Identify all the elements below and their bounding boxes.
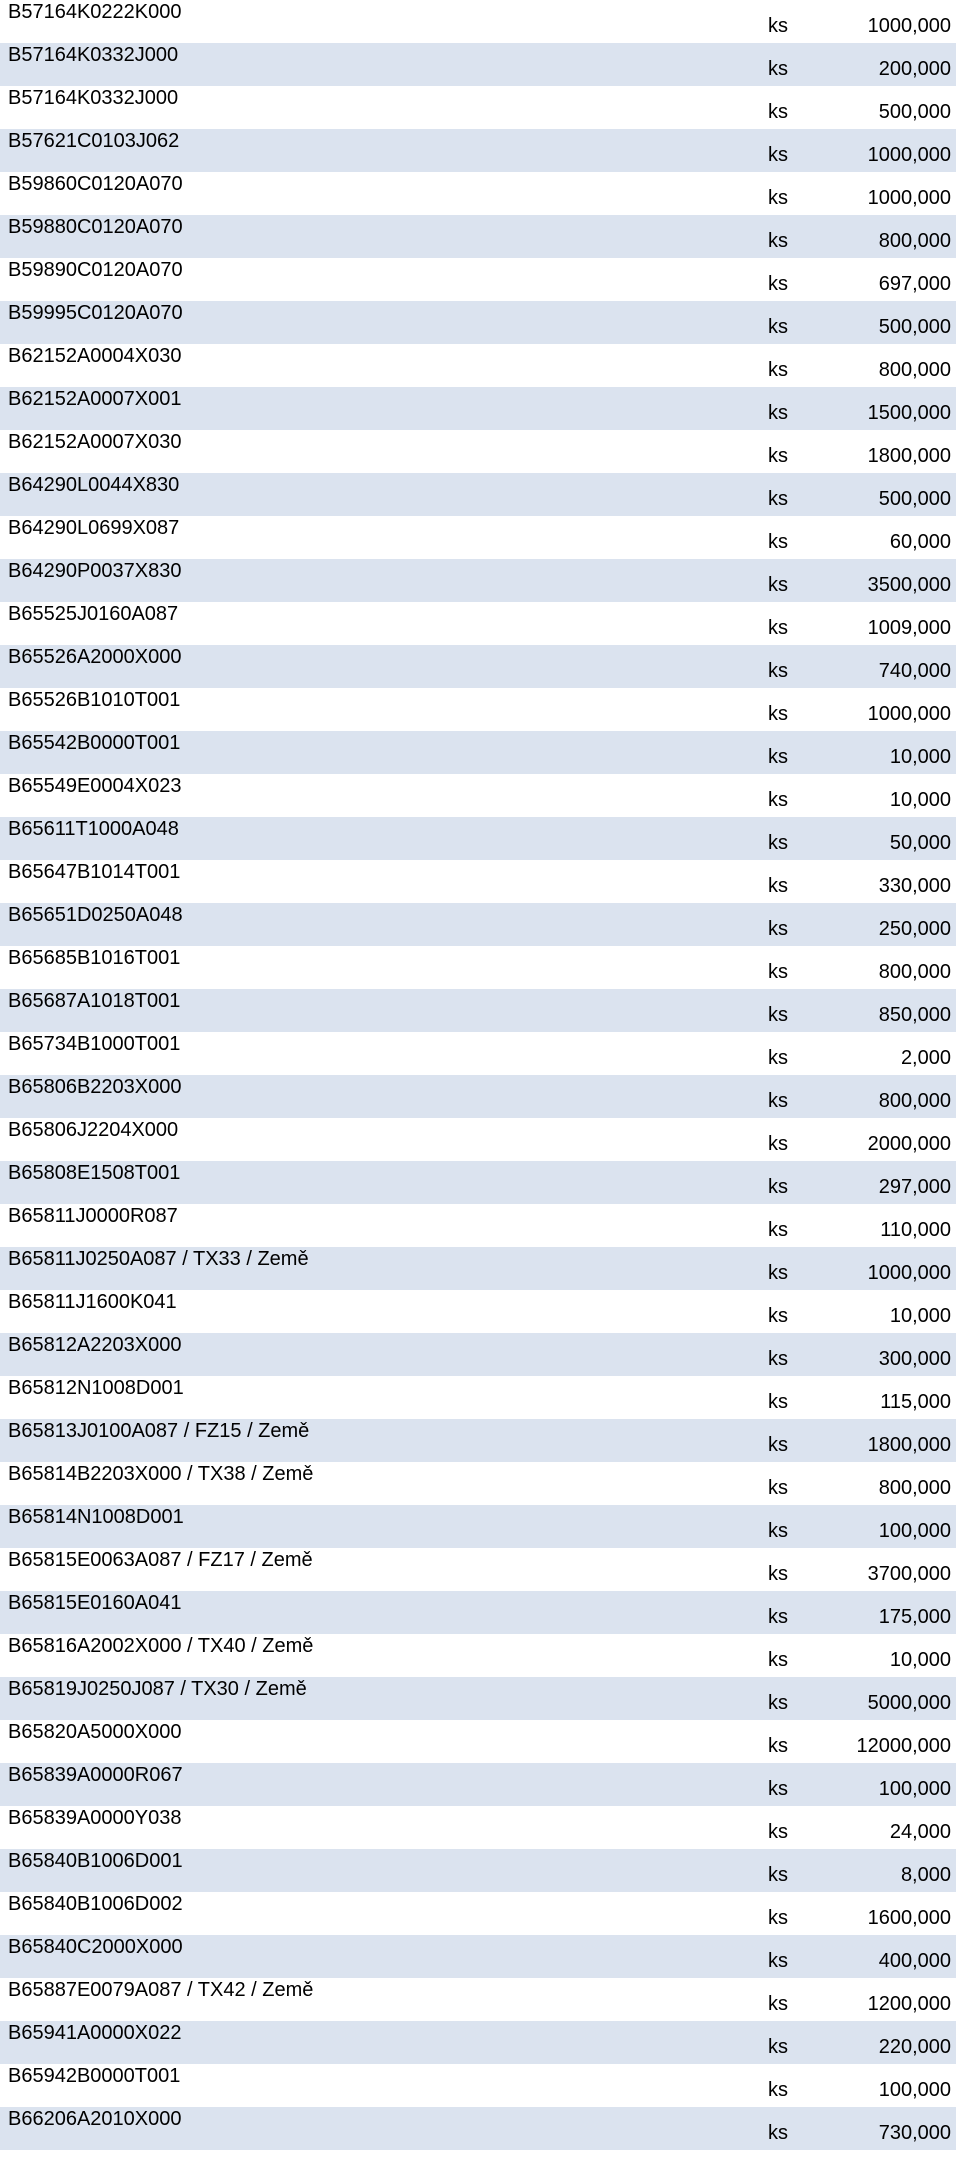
part-code: B65808E1508T001 <box>8 1162 181 1184</box>
table-row <box>0 1720 956 1763</box>
unit: ks <box>768 1305 788 1327</box>
part-code: B59890C0120A070 <box>8 259 183 281</box>
quantity: 50,000 <box>889 832 951 854</box>
table-row <box>0 559 956 602</box>
part-code: B65839A0000R067 <box>8 1764 183 1786</box>
part-code: B65819J0250J087 / TX30 / Země <box>8 1678 307 1700</box>
unit: ks <box>768 488 788 510</box>
unit: ks <box>768 1133 788 1155</box>
part-code: B65812N1008D001 <box>8 1377 184 1399</box>
quantity: 220,000 <box>878 2036 951 2058</box>
unit: ks <box>768 1993 788 2015</box>
quantity: 3700,000 <box>867 1563 951 1585</box>
quantity: 330,000 <box>878 875 951 897</box>
unit: ks <box>768 273 788 295</box>
part-code: B65816A2002X000 / TX40 / Země <box>8 1635 314 1657</box>
quantity: 800,000 <box>878 359 951 381</box>
quantity: 5000,000 <box>867 1692 951 1714</box>
table-row <box>0 1505 956 1548</box>
quantity: 10,000 <box>889 1305 951 1327</box>
part-code: B65685B1016T001 <box>8 947 181 969</box>
part-code: B57164K0222K000 <box>8 1 182 23</box>
table-row <box>0 2021 956 2064</box>
table-row <box>0 2107 956 2150</box>
unit: ks <box>768 1520 788 1542</box>
part-code: B65549E0004X023 <box>8 775 182 797</box>
part-code: B65525J0160A087 <box>8 603 179 625</box>
quantity: 100,000 <box>878 1778 951 1800</box>
unit: ks <box>768 2036 788 2058</box>
unit: ks <box>768 101 788 123</box>
unit: ks <box>768 1649 788 1671</box>
part-code: B65942B0000T001 <box>8 2065 181 2087</box>
unit: ks <box>768 961 788 983</box>
part-code: B65806B2203X000 <box>8 1076 182 1098</box>
table-row <box>0 2064 956 2107</box>
part-code: B65814B2203X000 / TX38 / Země <box>8 1463 314 1485</box>
quantity: 200,000 <box>878 58 951 80</box>
part-code: B65814N1008D001 <box>8 1506 184 1528</box>
quantity: 115,000 <box>880 1391 951 1413</box>
part-code: B65526B1010T001 <box>8 689 181 711</box>
unit: ks <box>768 1692 788 1714</box>
table-row <box>0 645 956 688</box>
table-row <box>0 1118 956 1161</box>
part-code: B65840B1006D001 <box>8 1850 183 1872</box>
quantity: 10,000 <box>889 789 951 811</box>
part-code: B65526A2000X000 <box>8 646 182 668</box>
table-row <box>0 602 956 645</box>
quantity: 740,000 <box>878 660 951 682</box>
table-row <box>0 1247 956 1290</box>
table-row <box>0 774 956 817</box>
unit: ks <box>768 574 788 596</box>
unit: ks <box>768 832 788 854</box>
quantity: 8,000 <box>900 1864 951 1886</box>
unit: ks <box>768 445 788 467</box>
part-code: B65687A1018T001 <box>8 990 181 1012</box>
unit: ks <box>768 617 788 639</box>
quantity: 800,000 <box>878 230 951 252</box>
part-code: B65815E0160A041 <box>8 1592 182 1614</box>
quantity: 1800,000 <box>867 445 951 467</box>
table-row <box>0 344 956 387</box>
quantity: 300,000 <box>878 1348 951 1370</box>
part-code: B65840C2000X000 <box>8 1936 183 1958</box>
quantity: 1000,000 <box>867 15 951 37</box>
table-row <box>0 1763 956 1806</box>
table-row <box>0 0 956 43</box>
unit: ks <box>768 1391 788 1413</box>
unit: ks <box>768 187 788 209</box>
part-code: B65839A0000Y038 <box>8 1807 182 1829</box>
quantity: 800,000 <box>878 1477 951 1499</box>
quantity: 1600,000 <box>867 1907 951 1929</box>
quantity: 12000,000 <box>856 1735 951 1757</box>
unit: ks <box>768 1950 788 1972</box>
part-code: B65840B1006D002 <box>8 1893 183 1915</box>
part-code: B64290P0037X830 <box>8 560 182 582</box>
part-code: B57621C0103J062 <box>8 130 180 152</box>
unit: ks <box>768 1864 788 1886</box>
part-code: B59880C0120A070 <box>8 216 183 238</box>
unit: ks <box>768 1907 788 1929</box>
unit: ks <box>768 316 788 338</box>
unit: ks <box>768 1821 788 1843</box>
table-row <box>0 516 956 559</box>
part-code: B65806J2204X000 <box>8 1119 179 1141</box>
table-row <box>0 1032 956 1075</box>
unit: ks <box>768 789 788 811</box>
unit: ks <box>768 1262 788 1284</box>
part-code: B66206A2010X000 <box>8 2108 182 2130</box>
table-row <box>0 387 956 430</box>
unit: ks <box>768 1090 788 1112</box>
part-code: B65811J1600K041 <box>8 1291 177 1313</box>
quantity: 250,000 <box>878 918 951 940</box>
unit: ks <box>768 1778 788 1800</box>
table-row <box>0 860 956 903</box>
quantity: 1000,000 <box>867 187 951 209</box>
quantity: 500,000 <box>878 316 951 338</box>
table-row <box>0 1075 956 1118</box>
unit: ks <box>768 359 788 381</box>
table-row <box>0 688 956 731</box>
unit: ks <box>768 531 788 553</box>
table-row <box>0 1204 956 1247</box>
quantity: 3500,000 <box>867 574 951 596</box>
quantity: 110,000 <box>880 1219 951 1241</box>
table-row <box>0 43 956 86</box>
table-row <box>0 1849 956 1892</box>
part-code: B65647B1014T001 <box>8 861 181 883</box>
unit: ks <box>768 230 788 252</box>
part-code: B65811J0000R087 <box>8 1205 178 1227</box>
table-row <box>0 1591 956 1634</box>
table-row <box>0 1935 956 1978</box>
quantity: 1000,000 <box>867 703 951 725</box>
quantity: 1800,000 <box>867 1434 951 1456</box>
table-row <box>0 1462 956 1505</box>
unit: ks <box>768 746 788 768</box>
table-row <box>0 1806 956 1849</box>
unit: ks <box>768 1434 788 1456</box>
part-code: B65815E0063A087 / FZ17 / Země <box>8 1549 313 1571</box>
table-row <box>0 1376 956 1419</box>
quantity: 800,000 <box>878 961 951 983</box>
part-code: B57164K0332J000 <box>8 87 179 109</box>
unit: ks <box>768 402 788 424</box>
table-row <box>0 1419 956 1462</box>
table-row <box>0 1548 956 1591</box>
table-row <box>0 129 956 172</box>
part-code: B65820A5000X000 <box>8 1721 182 1743</box>
quantity: 175,000 <box>878 1606 951 1628</box>
table-row <box>0 817 956 860</box>
quantity: 2000,000 <box>867 1133 951 1155</box>
part-code: B64290L0699X087 <box>8 517 180 539</box>
table-row <box>0 903 956 946</box>
part-code: B64290L0044X830 <box>8 474 180 496</box>
quantity: 24,000 <box>889 1821 951 1843</box>
quantity: 100,000 <box>878 2079 951 2101</box>
table-row <box>0 301 956 344</box>
table-row <box>0 172 956 215</box>
table-row <box>0 215 956 258</box>
table-row <box>0 1978 956 2021</box>
table-row <box>0 946 956 989</box>
part-code: B65941A0000X022 <box>8 2022 182 2044</box>
part-code: B62152A0007X030 <box>8 431 182 453</box>
quantity: 400,000 <box>878 1950 951 1972</box>
unit: ks <box>768 875 788 897</box>
table-row <box>0 989 956 1032</box>
unit: ks <box>768 1047 788 1069</box>
part-code: B65651D0250A048 <box>8 904 183 926</box>
unit: ks <box>768 1176 788 1198</box>
part-code: B65542B0000T001 <box>8 732 181 754</box>
table-row <box>0 1634 956 1677</box>
part-code: B65812A2203X000 <box>8 1334 182 1356</box>
quantity: 500,000 <box>878 101 951 123</box>
part-code: B65611T1000A048 <box>8 818 179 840</box>
quantity: 800,000 <box>878 1090 951 1112</box>
table-row <box>0 473 956 516</box>
quantity: 500,000 <box>878 488 951 510</box>
table-row <box>0 430 956 473</box>
unit: ks <box>768 660 788 682</box>
table-row <box>0 1333 956 1376</box>
quantity: 1000,000 <box>867 144 951 166</box>
part-code: B62152A0004X030 <box>8 345 182 367</box>
part-code: B62152A0007X001 <box>8 388 182 410</box>
table-row <box>0 1892 956 1935</box>
unit: ks <box>768 144 788 166</box>
quantity: 850,000 <box>878 1004 951 1026</box>
table-row <box>0 1290 956 1333</box>
quantity: 2,000 <box>900 1047 951 1069</box>
part-code: B57164K0332J000 <box>8 44 179 66</box>
table-row <box>0 1161 956 1204</box>
quantity: 100,000 <box>878 1520 951 1542</box>
unit: ks <box>768 1477 788 1499</box>
quantity: 697,000 <box>878 273 951 295</box>
unit: ks <box>768 58 788 80</box>
table-row <box>0 86 956 129</box>
quantity: 1000,000 <box>867 1262 951 1284</box>
table-row <box>0 258 956 301</box>
table-row <box>0 731 956 774</box>
unit: ks <box>768 1348 788 1370</box>
unit: ks <box>768 703 788 725</box>
quantity: 1500,000 <box>867 402 951 424</box>
part-code: B59860C0120A070 <box>8 173 183 195</box>
quantity: 60,000 <box>889 531 951 553</box>
unit: ks <box>768 1219 788 1241</box>
quantity: 10,000 <box>889 746 951 768</box>
unit: ks <box>768 918 788 940</box>
unit: ks <box>768 1563 788 1585</box>
part-code: B65887E0079A087 / TX42 / Země <box>8 1979 314 2001</box>
unit: ks <box>768 2122 788 2144</box>
part-code: B65811J0250A087 / TX33 / Země <box>8 1248 309 1270</box>
part-code: B65734B1000T001 <box>8 1033 181 1055</box>
quantity: 730,000 <box>878 2122 951 2144</box>
quantity: 10,000 <box>889 1649 951 1671</box>
unit: ks <box>768 15 788 37</box>
quantity: 1200,000 <box>867 1993 951 2015</box>
unit: ks <box>768 1004 788 1026</box>
quantity: 1009,000 <box>867 617 951 639</box>
quantity: 297,000 <box>878 1176 951 1198</box>
part-code: B65813J0100A087 / FZ15 / Země <box>8 1420 310 1442</box>
part-code: B59995C0120A070 <box>8 302 183 324</box>
unit: ks <box>768 1606 788 1628</box>
unit: ks <box>768 1735 788 1757</box>
table-row <box>0 1677 956 1720</box>
unit: ks <box>768 2079 788 2101</box>
